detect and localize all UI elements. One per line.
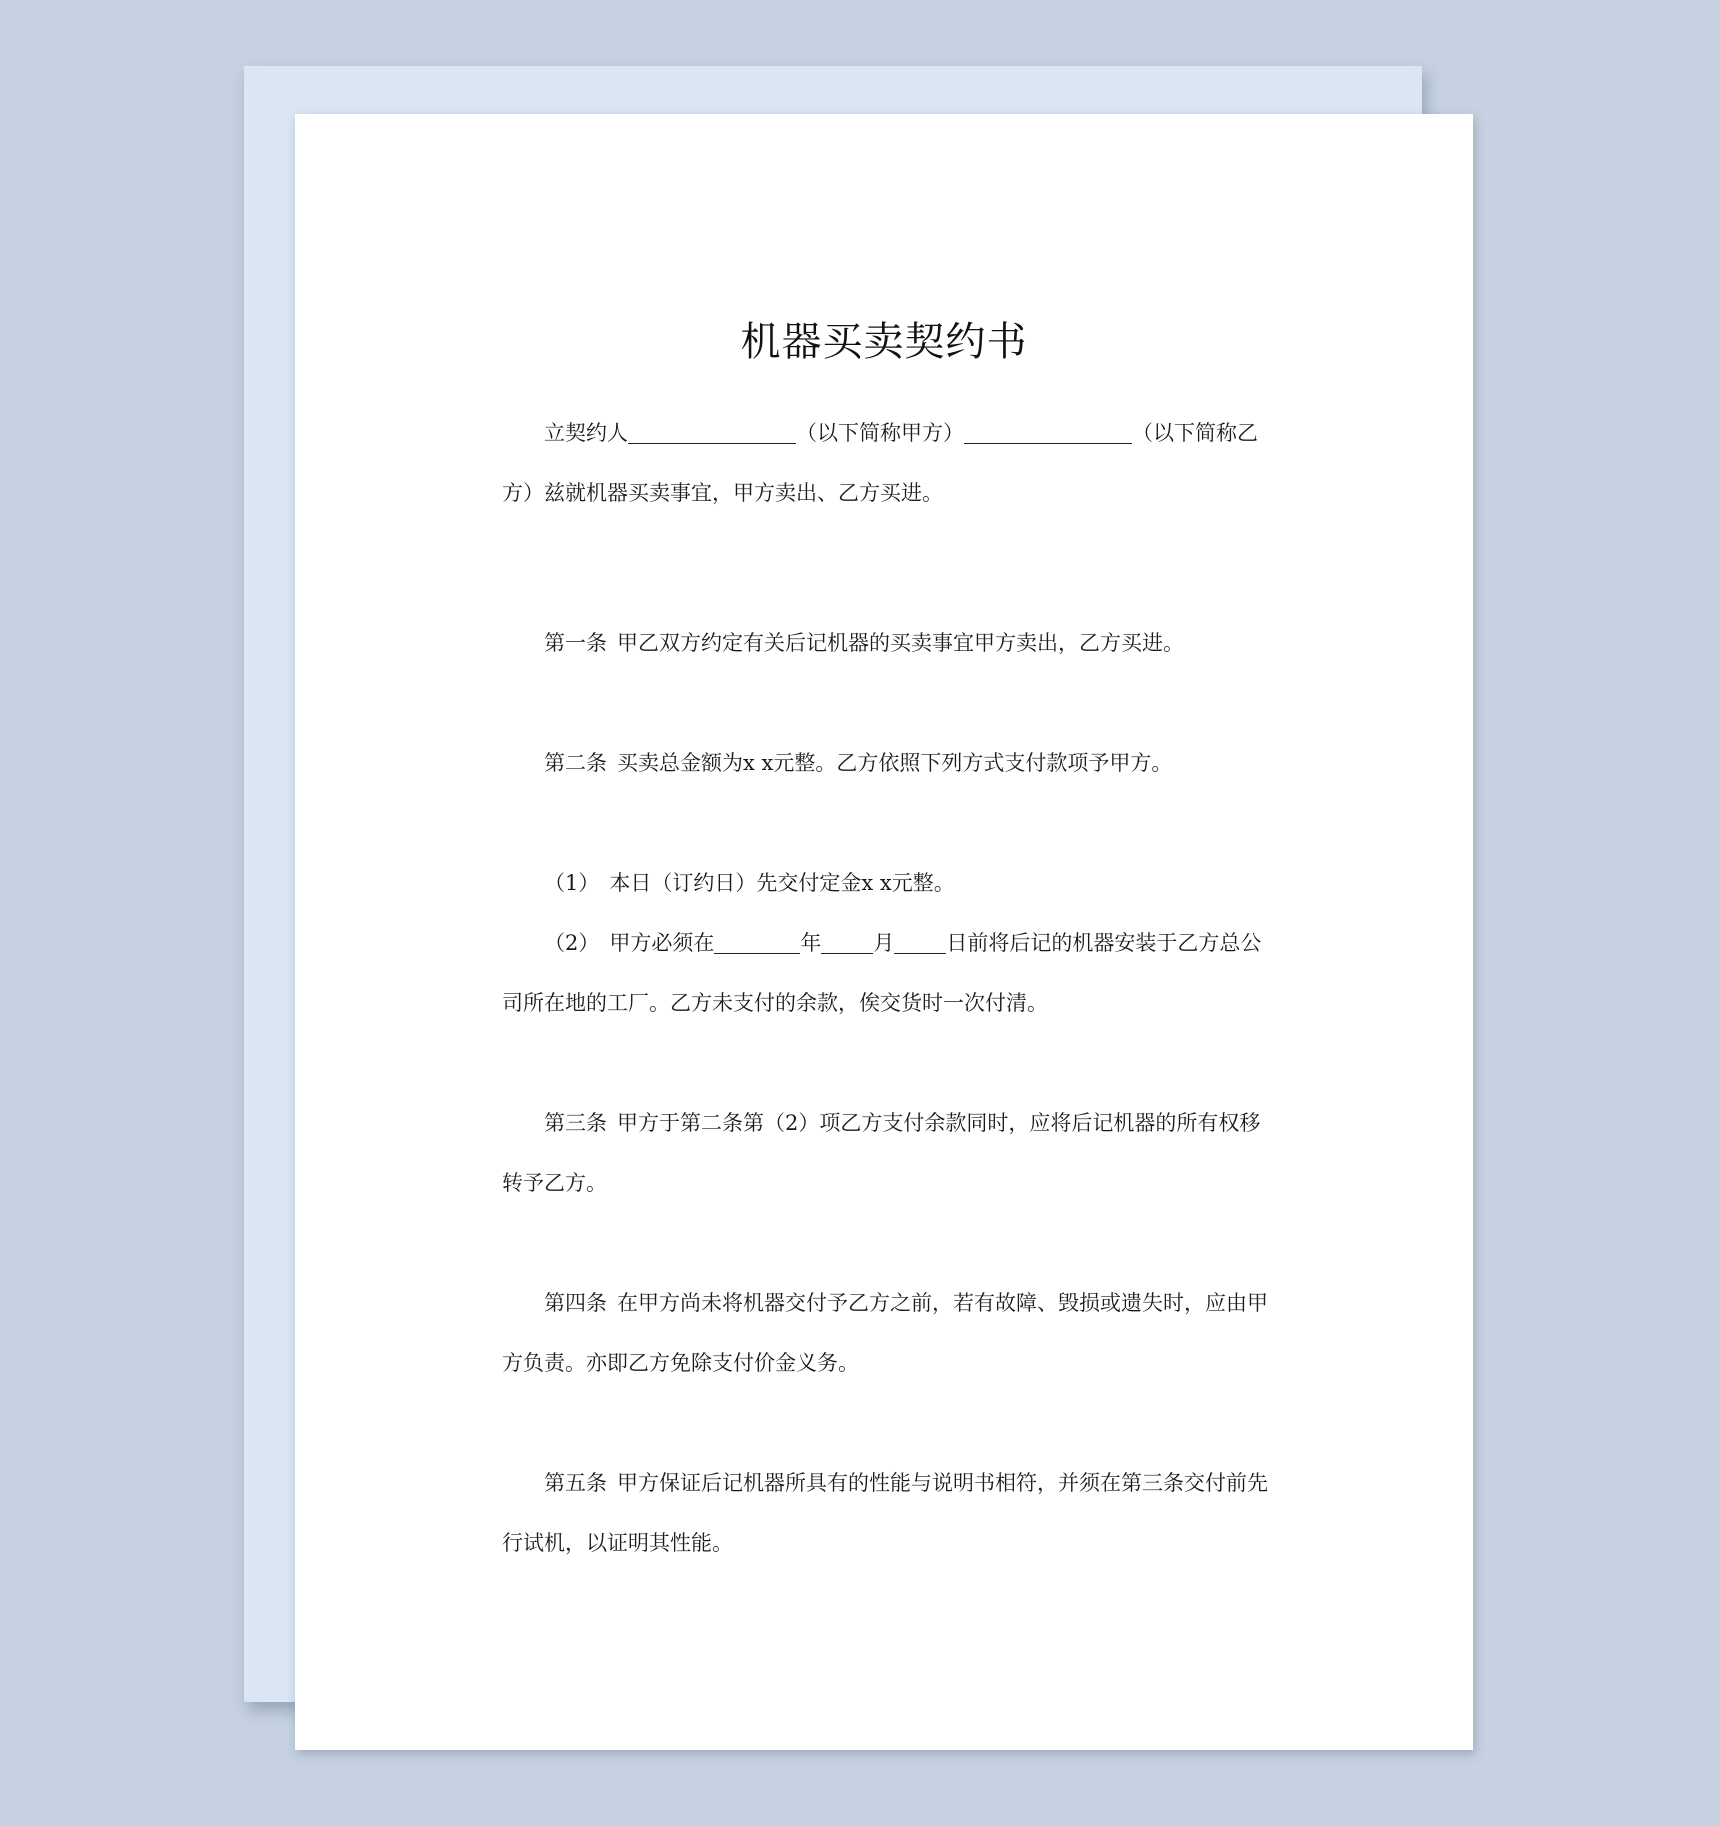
month-blank <box>821 927 873 954</box>
article-4-text: 在甲方尚未将机器交付予乙方之前，若有故障、毁损或遗失时，应由甲 <box>617 1291 1268 1315</box>
article-2-text: 买卖总金额为x x元整。乙方依照下列方式支付款项予甲方。 <box>617 751 1173 775</box>
item-2-day-rest: 日前将后记的机器安装于乙方总公 <box>946 931 1262 955</box>
item-2-label: （2） <box>544 931 600 955</box>
article-1-label: 第一条 <box>544 631 607 655</box>
intro-line-1 <box>502 403 1268 463</box>
intro-lead: 立契约人 <box>544 421 628 445</box>
article-5-line-1 <box>502 1453 1268 1513</box>
article-4-line-1 <box>502 1273 1268 1333</box>
party-b-blank <box>964 417 1132 444</box>
article-3-text: 甲方于第二条第（2）项乙方支付余款同时，应将后记机器的所有权移 <box>617 1111 1261 1135</box>
article-3-line-1 <box>502 1093 1268 1153</box>
intro-party-a-note: （以下简称甲方） <box>796 421 964 445</box>
intro-line-2: 方）兹就机器买卖事宜，甲方卖出、乙方买进。 <box>502 481 943 505</box>
party-a-blank <box>628 417 796 444</box>
intro-party-b-note: （以下简称乙 <box>1132 421 1258 445</box>
article-1-text: 甲乙双方约定有关后记机器的买卖事宜甲方卖出，乙方买进。 <box>617 631 1184 655</box>
article-4-line-2: 方负责。亦即乙方免除支付价金义务。 <box>502 1351 859 1375</box>
item-1-text: 本日（订约日）先交付定金x x元整。 <box>609 871 955 895</box>
year-label: 年 <box>800 931 822 955</box>
item-1 <box>502 853 1268 913</box>
item-2-line-2: 司所在地的工厂。乙方未支付的余款，俟交货时一次付清。 <box>502 991 1048 1015</box>
article-5-label: 第五条 <box>544 1471 607 1495</box>
article-2 <box>502 733 1268 793</box>
month-label: 月 <box>873 931 895 955</box>
article-3-line-2: 转予乙方。 <box>502 1171 607 1195</box>
item-1-label: （1） <box>544 871 600 895</box>
article-3-label: 第三条 <box>544 1111 607 1135</box>
article-1 <box>502 613 1268 673</box>
article-5-text: 甲方保证后记机器所具有的性能与说明书相符，并须在第三条交付前先 <box>617 1471 1268 1495</box>
item-2-line-1 <box>502 913 1268 973</box>
article-5-line-2: 行试机，以证明其性能。 <box>502 1531 733 1555</box>
document-title: 机器买卖契约书 <box>740 319 1028 365</box>
article-2-label: 第二条 <box>544 751 607 775</box>
year-blank <box>714 927 800 954</box>
document-page <box>295 114 1473 1750</box>
item-2-lead: 甲方必须在 <box>609 931 715 955</box>
article-4-label: 第四条 <box>544 1291 607 1315</box>
day-blank <box>894 927 946 954</box>
